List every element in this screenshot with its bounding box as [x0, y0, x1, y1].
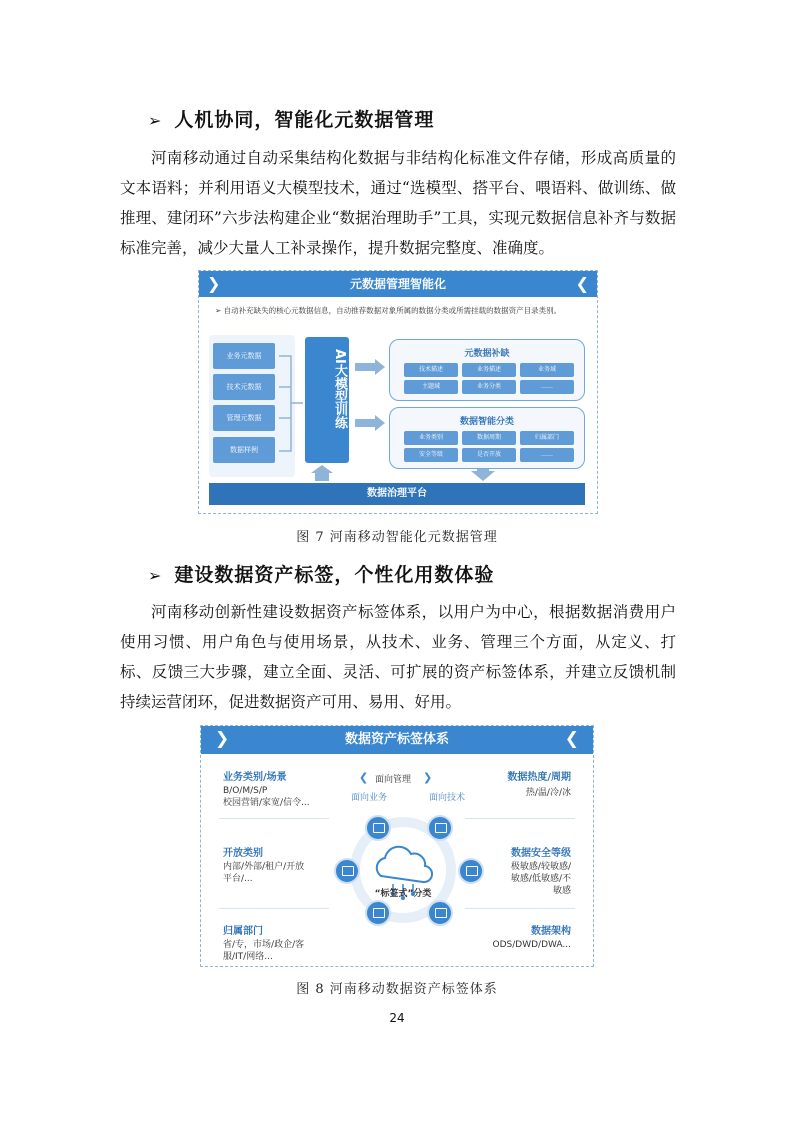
- chevron-right-icon: ❯: [215, 729, 230, 749]
- center-left-label: 面向业务: [351, 793, 388, 803]
- platform-bar: 数据治理平台: [209, 483, 585, 505]
- tag-item: 技术描述: [404, 363, 458, 377]
- tag-item: 归属部门: [520, 431, 574, 445]
- left-cat-title: 业务类别/场景: [223, 772, 287, 783]
- figure7-title: 元数据管理智能化: [199, 271, 597, 297]
- right-cat-line: 敏感/低敏感/不: [510, 874, 571, 884]
- chevron-left-icon: ❮: [564, 729, 579, 749]
- left-item: 管理元数据: [213, 405, 275, 431]
- tag-item: 数据周期: [462, 431, 516, 445]
- left-cat-title: 归属部门: [223, 926, 263, 937]
- chevron-right-icon: ❯: [207, 274, 221, 293]
- panel-smart-classify-title: 数据智能分类: [459, 417, 514, 427]
- left-cat-line: 校园营销/家宽/信令...: [223, 798, 310, 808]
- section1-heading-text: 人机协同，智能化元数据管理: [174, 109, 435, 131]
- chevron-left-icon: ❮: [575, 274, 589, 293]
- arrow-bullet-icon: ➢: [148, 111, 163, 130]
- chart-node-icon: [334, 858, 360, 884]
- tag-item: ……: [520, 380, 574, 394]
- ai-model-label: AI大模型训练: [332, 349, 347, 429]
- figure7: [198, 270, 598, 514]
- ai-model-box: [305, 337, 349, 463]
- page-number: 24: [389, 1011, 405, 1025]
- figure8-title: 数据资产标签体系: [201, 726, 593, 754]
- figure7-caption: 图 7 河南移动智能化元数据管理: [296, 530, 498, 545]
- small-arrow-icon: ➢: [215, 306, 224, 315]
- left-cat-line: 省/专，市场/政企/客: [223, 940, 305, 950]
- section2-heading: [148, 560, 494, 587]
- tag-item: 安全等级: [404, 448, 458, 462]
- center-top-label: 面向管理: [375, 775, 412, 785]
- separator: [465, 908, 575, 909]
- left-item: 技术元数据: [213, 374, 275, 400]
- left-item: 业务元数据: [213, 343, 275, 369]
- right-cat-title: 数据架构: [531, 926, 571, 937]
- left-item: 数据样例: [213, 437, 275, 463]
- panel-smart-classify: [389, 407, 585, 469]
- chevron-right-icon: ❯: [423, 771, 433, 784]
- tag-item: 是否开放: [462, 448, 516, 462]
- chart-node-icon: [365, 900, 391, 926]
- center-right-label: 面向技术: [429, 793, 466, 803]
- left-cat-line: 平台/...: [223, 874, 253, 884]
- tag-item: ……: [520, 448, 574, 462]
- right-cat-line: ODS/DWD/DWA...: [492, 940, 571, 950]
- tag-item: 主题域: [404, 380, 458, 394]
- tag-item: 业务域: [520, 363, 574, 377]
- section2-paragraph: 河南移动创新性建设数据资产标签体系，以用户为中心，根据数据消费用户使用习惯、用户角色与使用场景，从技术、业务、管理三个方面，从定义、打标、反馈三大步骤，建立全面、灵活、可扩展的资产标签体系，并建立反馈机制持续运营闭环，促进数据资产可用、易用、好用。: [120, 603, 676, 711]
- left-cat-line: B/O/M/S/P: [223, 786, 268, 796]
- separator: [219, 818, 329, 819]
- tag-item: 业务分类: [462, 380, 516, 394]
- chevron-left-icon: ❮: [359, 771, 369, 784]
- tag-item: 业务类别: [404, 431, 458, 445]
- section1-paragraph: 河南移动通过自动采集结构化数据与非结构化标准文件存储，形成高质量的文本语料；并利用语义大模型技术，通过“选模型、搭平台、喂语料、做训练、做推理、建闭环”六步法构建企业“数据治理助手”工具，实现元数据信息补齐与数据标准完善，减少大量人工补录操作，提升数据完整度、准确度。: [120, 149, 676, 257]
- right-cat-line: 热/温/冷/冰: [525, 788, 571, 798]
- right-cat-line: 敏感: [552, 886, 571, 896]
- figure8: [200, 725, 594, 967]
- separator: [465, 818, 575, 819]
- right-cat-title: 数据热度/周期: [507, 772, 571, 783]
- panel-metadata-fill-title: 元数据补缺: [464, 349, 510, 359]
- chart-node-icon: [458, 858, 484, 884]
- right-cat-title: 数据安全等级: [511, 848, 571, 859]
- chart-node-icon: [427, 815, 453, 841]
- chart-node-icon: [427, 900, 453, 926]
- cloud-label: “标签式”分类: [374, 889, 432, 899]
- tag-item: 业务描述: [462, 363, 516, 377]
- right-cat-line: 极敏感/较敏感/: [510, 862, 571, 872]
- figure8-caption: 图 8 河南移动数据资产标签体系: [296, 982, 498, 997]
- section2-heading-text: 建设数据资产标签，个性化用数体验: [174, 564, 495, 586]
- panel-metadata-fill: [389, 339, 585, 401]
- figure7-note-text: 自动补充缺失的核心元数据信息，自动推荐数据对象所属的数据分类或所需挂载的数据资产目录类别。: [223, 306, 562, 315]
- chart-node-icon: [365, 815, 391, 841]
- arrow-bullet-icon: ➢: [148, 566, 163, 585]
- section1-heading: [148, 105, 434, 132]
- left-cat-line: 服/IT/网络...: [223, 952, 273, 962]
- left-cat-line: 内部/外部/租户/开放: [223, 862, 305, 872]
- left-cat-title: 开放类别: [223, 848, 263, 859]
- separator: [219, 908, 329, 909]
